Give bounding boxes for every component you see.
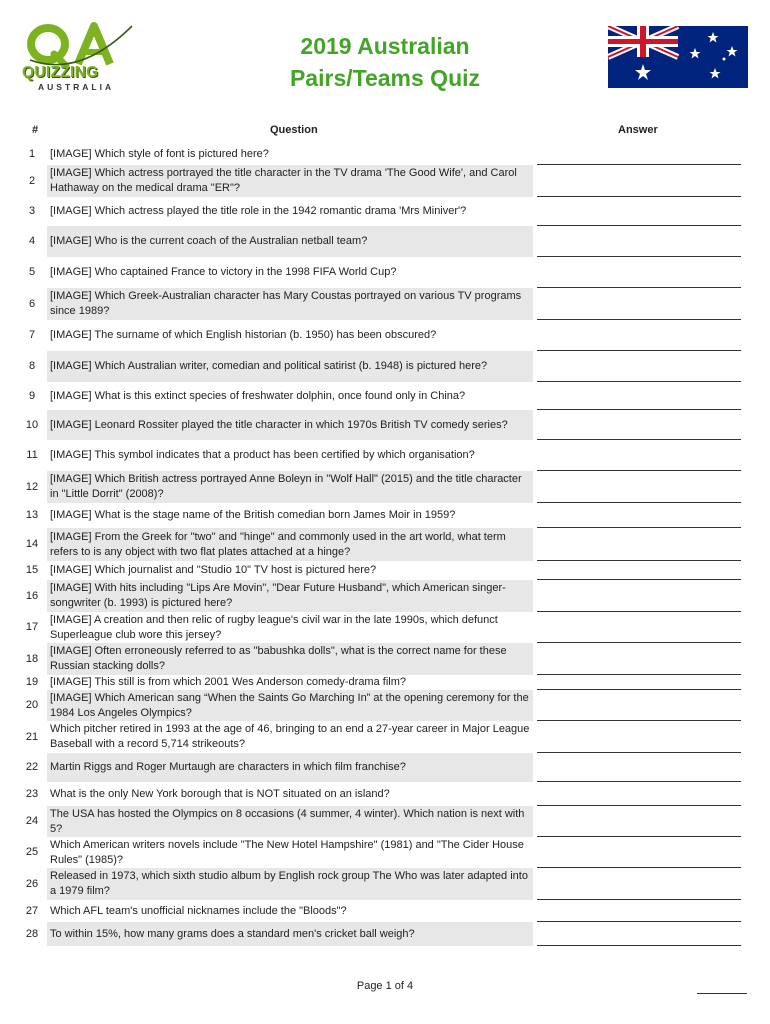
table-row — [0, 288, 770, 320]
question-text: [IMAGE] Which style of font is pictured here? — [50, 148, 269, 160]
question-number: 15 — [25, 564, 39, 576]
table-row — [0, 410, 770, 440]
table-row — [0, 900, 770, 922]
question-number: 16 — [25, 589, 39, 602]
question-text: [IMAGE] Which actress played the title role in the 1942 romantic drama 'Mrs Miniver'? — [50, 205, 467, 217]
table-header — [0, 124, 770, 140]
question-number: 23 — [25, 787, 39, 800]
question-text: Which pitcher retired in 1993 at the age of 46, bringing to an end a 27-year career in Major League Baseball with a record 5,714 strikeouts? — [50, 723, 530, 750]
question-number: 25 — [25, 846, 39, 858]
table-row — [0, 351, 770, 382]
table-row — [0, 806, 770, 837]
question-text: [IMAGE] The surname of which English historian (b. 1950) has been obscured? — [50, 329, 437, 341]
question-text: The USA has hosted the Olympics on 8 occasions (4 summer, 4 winter). Which nation is next with 5? — [47, 806, 533, 837]
question-text: [IMAGE] Which Greek-Australian character has Mary Coustas portrayed on various TV programs since 1989? — [47, 288, 533, 320]
question-table — [0, 144, 770, 946]
question-text: [IMAGE] What is this extinct species of freshwater dolphin, once found only in China? — [50, 389, 466, 402]
page-number: Page 1 of 4 — [356, 980, 414, 992]
table-row — [0, 675, 770, 690]
table-row — [0, 320, 770, 351]
table-row — [0, 837, 770, 868]
question-text: To within 15%, how many grams does a standard men's cricket ball weigh? — [47, 922, 533, 946]
table-row — [0, 165, 770, 197]
table-row — [0, 440, 770, 471]
table-row — [0, 580, 770, 612]
question-text: [IMAGE] With hits including "Lips Are Movin", "Dear Future Husband", which American singer-songwriter (b. 1993) is pictured here? — [47, 580, 533, 612]
question-text: [IMAGE] What is the stage name of the British comedian born James Moir in 1959? — [50, 509, 456, 521]
question-text: [IMAGE] Which journalist and "Studio 10" TV host is pictured here? — [50, 564, 377, 576]
table-row — [0, 868, 770, 900]
table-row — [0, 528, 770, 561]
table-row — [0, 753, 770, 782]
question-text: [IMAGE] From the Greek for "two" and "hinge" and commonly used in the art world, what term refers to is any object with two flat plates attached at a hinge? — [47, 528, 533, 561]
table-row — [0, 922, 770, 946]
question-number: 2 — [28, 174, 36, 187]
table-row — [0, 782, 770, 806]
question-text: [IMAGE] This symbol indicates that a product has been certified by which organisation? — [50, 449, 475, 461]
page-title — [250, 30, 520, 94]
page-title-line-1: 2019 Australian — [300, 33, 470, 59]
question-text: [IMAGE] A creation and then relic of rugby league's civil war in the late 1990s, which defunct Superleague club wore this jersey? — [50, 613, 498, 641]
question-number: 12 — [25, 480, 39, 493]
question-text: [IMAGE] Who is the current coach of the Australian netball team? — [47, 226, 533, 257]
page-header — [0, 0, 770, 110]
table-row — [0, 144, 770, 165]
question-number: 24 — [25, 815, 39, 827]
question-number: 8 — [28, 360, 36, 372]
table-row — [0, 690, 770, 721]
question-text: [IMAGE] Often erroneously referred to as "babushka dolls", what is the correct name for these Russian stacking dolls? — [47, 643, 533, 675]
question-number: 27 — [25, 904, 39, 917]
question-text: [IMAGE] Which actress portrayed the title character in the TV drama 'The Good Wife', and Carol Hathaway on the medical drama "ER"? — [47, 165, 533, 197]
question-text: What is the only New York borough that is NOT situated on an island? — [50, 787, 390, 800]
question-text: [IMAGE] Which American sang “When the Saints Go Marching In” at the opening ceremony for the 1984 Los Angeles Olympics? — [47, 690, 533, 721]
question-number: 21 — [25, 730, 39, 743]
question-number: 28 — [25, 927, 39, 940]
table-row — [0, 503, 770, 528]
header-question: Question — [270, 124, 318, 136]
question-number: 19 — [25, 676, 39, 688]
question-number: 7 — [28, 329, 36, 341]
footer-rule — [697, 993, 747, 994]
question-number: 9 — [28, 389, 36, 402]
question-number: 1 — [28, 148, 36, 160]
question-number: 6 — [28, 297, 36, 310]
question-text: Which AFL team's unofficial nicknames include the "Bloods"? — [50, 904, 347, 917]
question-number: 20 — [25, 699, 39, 711]
question-text: Released in 1973, which sixth studio album by English rock group The Who was later adapted into a 1979 film? — [47, 868, 533, 900]
question-text: [IMAGE] Which British actress portrayed Anne Boleyn in "Wolf Hall" (2015) and the title character in "Little Dorrit" (2008)? — [47, 471, 533, 503]
question-number: 11 — [26, 449, 38, 461]
question-number: 13 — [25, 509, 39, 521]
table-row — [0, 226, 770, 257]
question-text: Which American writers novels include "The New Hotel Hampshire" (1981) and "The Cider House Rules" (1985)? — [50, 838, 524, 866]
table-row — [0, 197, 770, 226]
question-number: 17 — [25, 621, 39, 633]
question-text: [IMAGE] Who captained France to victory in the 1998 FIFA World Cup? — [50, 266, 397, 278]
table-row — [0, 257, 770, 288]
header-answer: Answer — [618, 124, 658, 136]
qa-logo-icon — [20, 20, 142, 70]
question-number: 22 — [25, 761, 39, 773]
question-number: 4 — [28, 235, 36, 247]
page-title-line-2: Pairs/Teams Quiz — [289, 65, 481, 91]
question-number: 3 — [28, 205, 36, 217]
table-row — [0, 471, 770, 503]
table-row — [0, 561, 770, 580]
question-text: [IMAGE] Leonard Rossiter played the title character in which 1970s British TV comedy series? — [47, 410, 533, 440]
table-row — [0, 612, 770, 643]
question-text: [IMAGE] Which Australian writer, comedian and political satirist (b. 1948) is pictured here? — [47, 351, 533, 382]
australian-flag-icon — [608, 26, 748, 88]
question-text: Martin Riggs and Roger Murtaugh are characters in which film franchise? — [47, 753, 533, 782]
table-row — [0, 721, 770, 753]
answer-field[interactable] — [537, 945, 741, 946]
table-row — [0, 643, 770, 675]
question-number: 18 — [25, 652, 39, 665]
logo-sub-text: AUSTRALIA — [38, 82, 115, 92]
logo-brand-text: QUIZZING — [22, 64, 99, 81]
question-number: 5 — [28, 266, 36, 278]
question-number: 14 — [25, 538, 39, 550]
header-number: # — [32, 124, 39, 136]
question-number: 26 — [25, 877, 39, 890]
table-row — [0, 382, 770, 410]
question-number: 10 — [25, 418, 39, 431]
question-text: [IMAGE] This still is from which 2001 Wes Anderson comedy-drama film? — [50, 676, 406, 688]
